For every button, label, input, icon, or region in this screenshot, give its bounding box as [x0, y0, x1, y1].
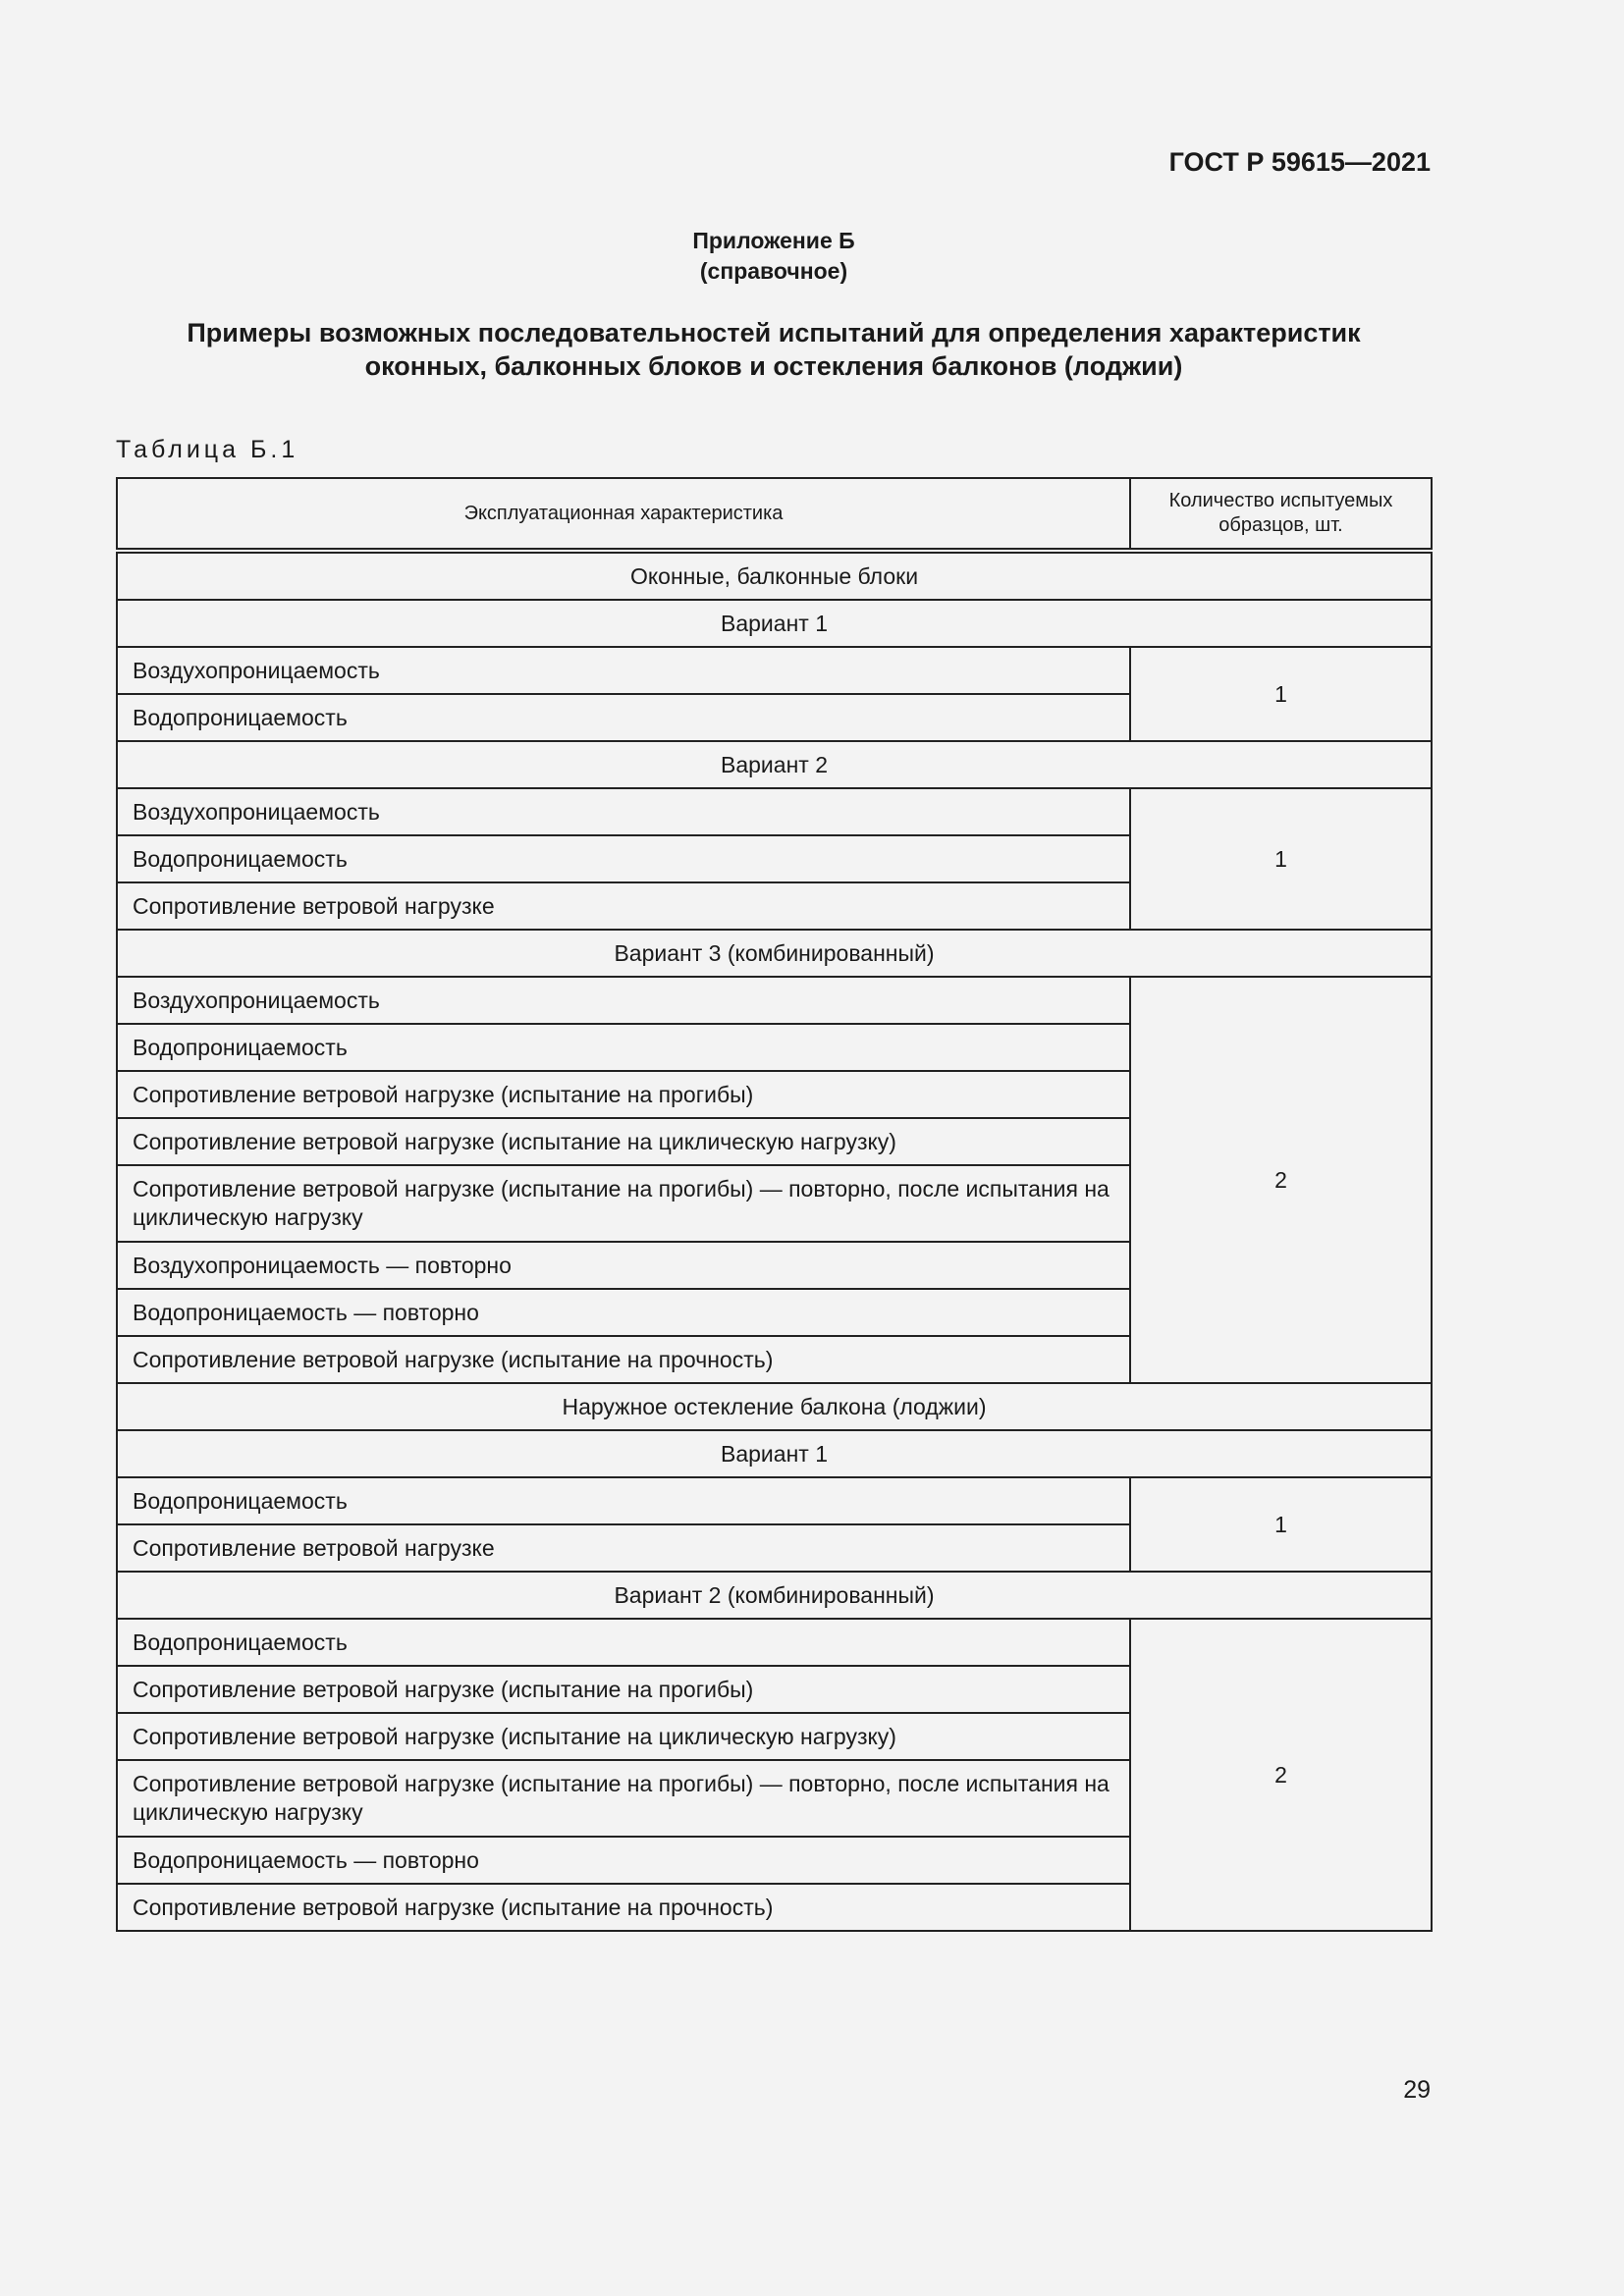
- table-row: [117, 788, 1432, 835]
- characteristic-cell: Сопротивление ветровой нагрузке (испытание на циклическую нагрузку): [117, 1118, 1130, 1165]
- variant-title: Вариант 1: [117, 600, 1432, 647]
- characteristic-cell: Водопроницаемость: [117, 694, 1130, 741]
- page-title: [0, 316, 1547, 383]
- characteristic-cell: Сопротивление ветровой нагрузке (испытание на прогибы): [117, 1666, 1130, 1713]
- characteristic-cell: Водопроницаемость: [117, 835, 1130, 882]
- sample-count-cell: 1: [1130, 647, 1432, 741]
- characteristic-cell: Сопротивление ветровой нагрузке (испытание на прогибы): [117, 1071, 1130, 1118]
- sample-count-cell: 2: [1130, 1619, 1432, 1931]
- characteristic-cell: Водопроницаемость: [117, 1477, 1130, 1524]
- table-row: [117, 977, 1432, 1024]
- appendix-subtitle: (справочное): [699, 258, 848, 284]
- characteristic-cell: Сопротивление ветровой нагрузке (испытание на прогибы) — повторно, после испытания на циклическую нагрузку: [117, 1165, 1130, 1242]
- document-code: ГОСТ Р 59615—2021: [1168, 147, 1431, 177]
- characteristic-cell: Воздухопроницаемость: [117, 647, 1130, 694]
- characteristic-cell: Сопротивление ветровой нагрузке (испытание на прочность): [117, 1884, 1130, 1931]
- column-header-characteristic: Эксплуатационная характеристика: [117, 478, 1130, 551]
- page-title-line-1: Примеры возможных последовательностей испытаний для определения характеристик: [187, 318, 1361, 347]
- section-title: Оконные, балконные блоки: [117, 551, 1432, 600]
- characteristic-cell: Водопроницаемость: [117, 1619, 1130, 1666]
- characteristic-cell: Водопроницаемость: [117, 1024, 1130, 1071]
- table-row: [117, 1477, 1432, 1524]
- characteristic-cell: Сопротивление ветровой нагрузке: [117, 882, 1130, 930]
- variant-row: [117, 1572, 1432, 1619]
- table-row: [117, 647, 1432, 694]
- characteristic-cell: Сопротивление ветровой нагрузке (испытание на прогибы) — повторно, после испытания на циклическую нагрузку: [117, 1760, 1130, 1837]
- characteristic-cell: Водопроницаемость — повторно: [117, 1837, 1130, 1884]
- characteristic-cell: Воздухопроницаемость: [117, 977, 1130, 1024]
- column-header-sample-count: Количество испытуемых образцов, шт.: [1130, 478, 1432, 551]
- variant-row: [117, 1430, 1432, 1477]
- variant-row: [117, 930, 1432, 977]
- sample-count-cell: 1: [1130, 1477, 1432, 1572]
- variant-title: Вариант 2: [117, 741, 1432, 788]
- table-row: [117, 1619, 1432, 1666]
- table-body: [117, 551, 1432, 1931]
- table-caption: Таблица Б.1: [116, 436, 299, 463]
- page-number: 29: [1403, 2076, 1431, 2104]
- table-header-row: [117, 478, 1432, 551]
- appendix-heading: [0, 226, 1547, 287]
- sample-count-cell: 1: [1130, 788, 1432, 930]
- variant-row: [117, 741, 1432, 788]
- test-sequences-table: [116, 477, 1433, 1932]
- sample-count-cell: 2: [1130, 977, 1432, 1383]
- characteristic-cell: Водопроницаемость — повторно: [117, 1289, 1130, 1336]
- appendix-title: Приложение Б: [692, 228, 855, 253]
- section-row: [117, 551, 1432, 600]
- characteristic-cell: Сопротивление ветровой нагрузке: [117, 1524, 1130, 1572]
- section-title: Наружное остекление балкона (лоджии): [117, 1383, 1432, 1430]
- variant-title: Вариант 2 (комбинированный): [117, 1572, 1432, 1619]
- page-title-line-2: оконных, балконных блоков и остекления балконов (лоджии): [364, 351, 1183, 381]
- characteristic-cell: Сопротивление ветровой нагрузке (испытание на прочность): [117, 1336, 1130, 1383]
- characteristic-cell: Сопротивление ветровой нагрузке (испытание на циклическую нагрузку): [117, 1713, 1130, 1760]
- variant-title: Вариант 3 (комбинированный): [117, 930, 1432, 977]
- variant-row: [117, 600, 1432, 647]
- characteristic-cell: Воздухопроницаемость — повторно: [117, 1242, 1130, 1289]
- variant-title: Вариант 1: [117, 1430, 1432, 1477]
- characteristic-cell: Воздухопроницаемость: [117, 788, 1130, 835]
- section-row: [117, 1383, 1432, 1430]
